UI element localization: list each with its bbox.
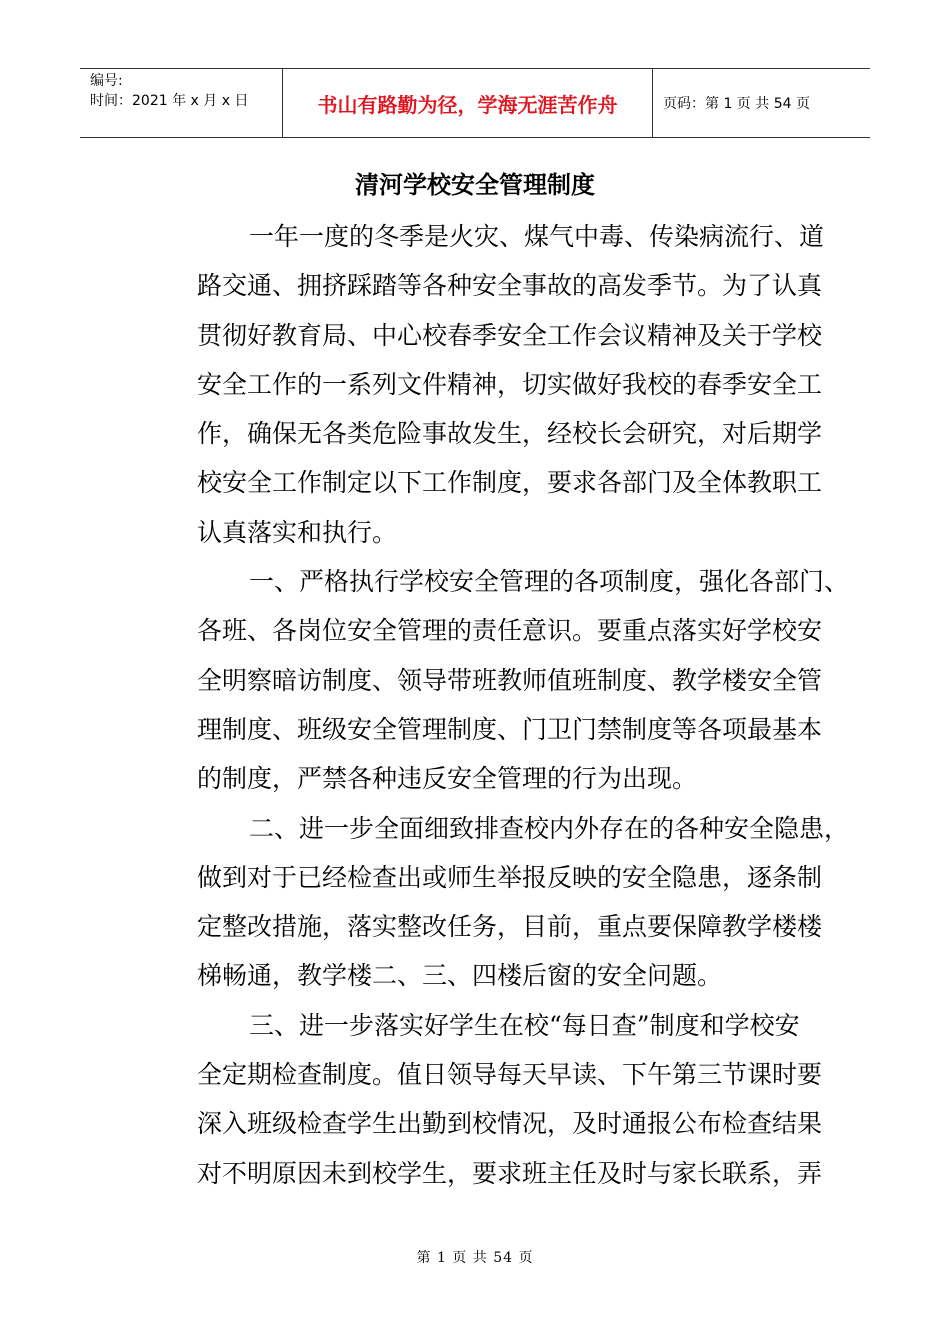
document-title: 清河学校安全管理制度 bbox=[355, 171, 595, 199]
header-motto-cell bbox=[283, 69, 653, 137]
text-line: 做到对于已经检查出或师生举报反映的安全隐患，逐条制 bbox=[197, 862, 823, 892]
paragraph-item-3 bbox=[145, 1001, 823, 1198]
text-line: 对不明原因未到校学生，要求班主任及时与家长联系，弄 bbox=[197, 1158, 823, 1188]
text-line: 路交通、拥挤踩踏等各种安全事故的高发季节。为了认真 bbox=[197, 271, 823, 301]
paragraph-item-1 bbox=[145, 557, 850, 803]
text-line: 校安全工作制定以下工作制度，要求各部门及全体教职工 bbox=[197, 468, 823, 498]
number-label: 编号: bbox=[90, 73, 123, 89]
page-footer: 第 1 页 共 54 页 bbox=[416, 1250, 534, 1266]
document-header bbox=[80, 68, 870, 138]
paragraph-item-2 bbox=[145, 804, 850, 1001]
text-line: 全定期检查制度。值日领导每天早读、下午第三节课时要 bbox=[197, 1060, 823, 1090]
text-line: 一、严格执行学校安全管理的各项制度，强化各部门、 bbox=[249, 567, 850, 597]
text-line: 定整改措施，落实整改任务，目前，重点要保障教学楼楼 bbox=[197, 912, 823, 942]
text-line: 理制度、班级安全管理制度、门卫门禁制度等各项最基本 bbox=[197, 714, 823, 744]
text-line: 一年一度的冬季是火灾、煤气中毒、传染病流行、道 bbox=[249, 222, 825, 251]
header-meta bbox=[80, 69, 283, 137]
text-line: 梯畅通，教学楼二、三、四楼后窗的安全问题。 bbox=[197, 961, 723, 991]
text-line: 三、进一步落实好学生在校“每日查”制度和学校安 bbox=[249, 1010, 800, 1040]
text-line: 深入班级检查学生出勤到校情况，及时通报公布检查结果 bbox=[197, 1109, 823, 1139]
paragraph-intro bbox=[145, 212, 825, 557]
text-line: 全明察暗访制度、领导带班教师值班制度、教学楼安全管 bbox=[197, 665, 823, 695]
document-body bbox=[145, 212, 850, 1198]
text-line: 贯彻好教育局、中心校春季安全工作会议精神及关于学校 bbox=[197, 320, 823, 350]
text-line: 认真落实和执行。 bbox=[197, 517, 398, 547]
text-line: 二、进一步全面细致排查校内外存在的各种安全隐患， bbox=[249, 813, 850, 843]
time-label: 时间：2021 年 x 月 x 日 bbox=[90, 93, 249, 109]
header-page-info bbox=[653, 69, 870, 137]
text-line: 安全工作的一系列文件精神，切实做好我校的春季安全工 bbox=[197, 369, 823, 399]
text-line: 各班、各岗位安全管理的责任意识。要重点落实好学校安 bbox=[197, 616, 823, 646]
page-info-text: 页码：第 1 页 共 54 页 bbox=[663, 96, 810, 112]
text-line: 的制度，严禁各种违反安全管理的行为出现。 bbox=[197, 764, 698, 794]
motto-text: 书山有路勤为径，学海无涯苦作舟 bbox=[317, 92, 618, 117]
text-line: 作，确保无各类危险事故发生，经校长会研究，对后期学 bbox=[197, 419, 823, 449]
